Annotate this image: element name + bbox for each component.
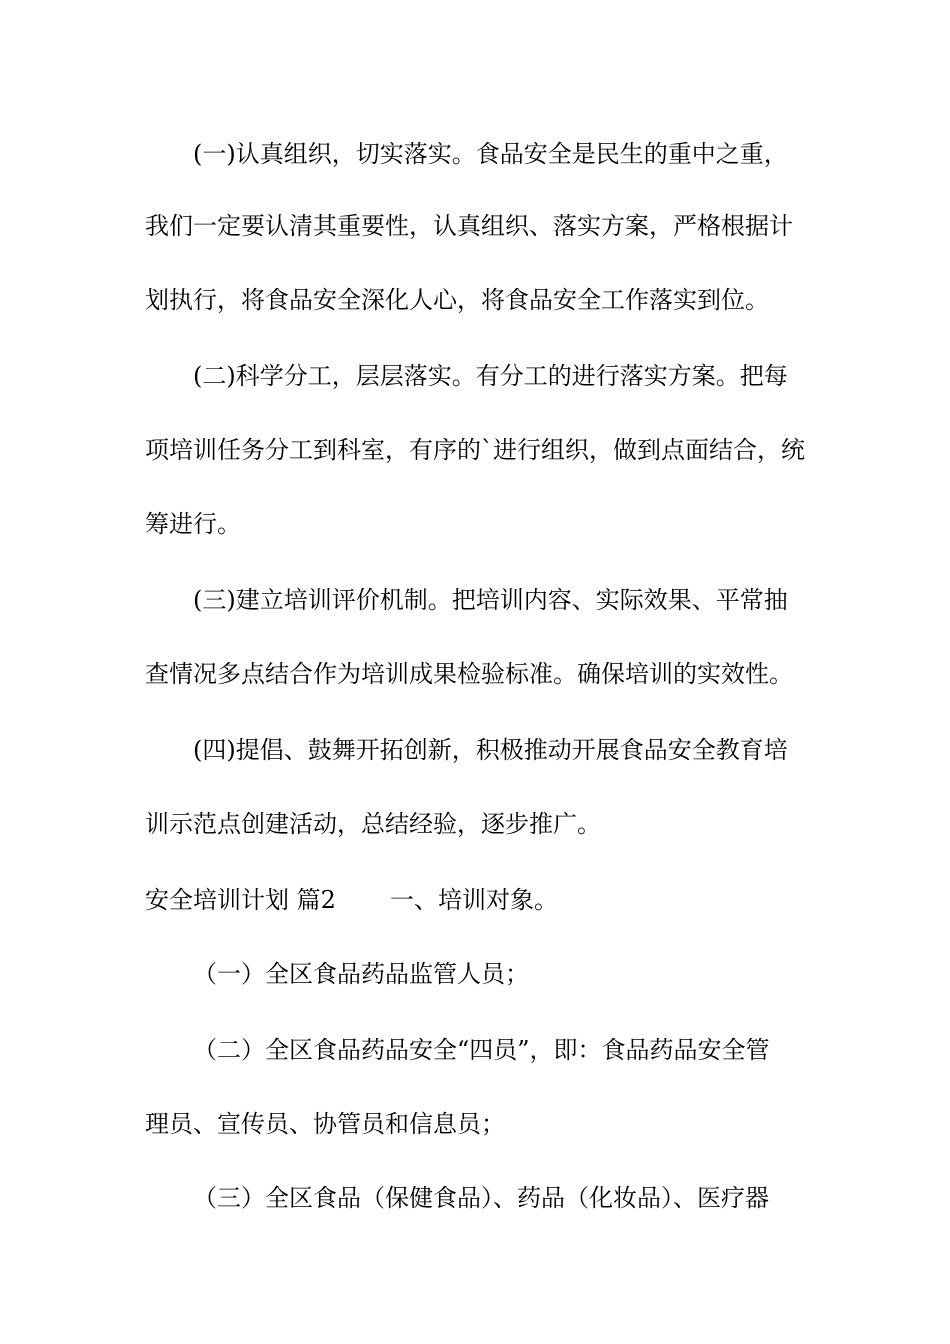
paragraph-3-line-1: (三)建立培训评价机制。把培训内容、实际效果、平常抽 [193,586,788,614]
paragraph-2-line-3: 筹进行。 [145,510,241,538]
list-item-2-line-2: 理员、宣传员、协管员和信息员； [145,1110,505,1138]
paragraph-3-line-2: 查情况多点结合作为培训成果检验标准。确保培训的实效性。 [145,660,793,688]
paragraph-4-line-2: 训示范点创建活动，总结经验，逐步推广。 [145,810,601,838]
paragraph-2-line-1: (二)科学分工，层层落实。有分工的进行落实方案。把每 [193,362,788,390]
section-title: 安全培训计划 篇2 [145,886,336,914]
list-item-1: （一）全区食品药品监管人员； [193,960,529,988]
paragraph-1-line-1: (一)认真组织，切实落实。食品安全是民生的重中之重， [193,140,788,168]
section-first-item: 一、培训对象。 [390,886,558,914]
paragraph-1-line-3: 划执行，将食品安全深化人心，将食品安全工作落实到位。 [145,286,769,314]
paragraph-1-line-2: 我们一定要认清其重要性，认真组织、落实方案，严格根据计 [145,212,793,240]
list-item-3-line-1: （三）全区食品（保健食品）、药品（化妆品）、医疗器 [193,1184,769,1212]
list-item-2-line-1: （二）全区食品药品安全“四员”，即：食品药品安全管 [193,1036,770,1064]
paragraph-4-line-1: (四)提倡、鼓舞开拓创新，积极推动开展食品安全教育培 [193,736,788,764]
paragraph-2-line-2: 项培训任务分工到科室，有序的`进行组织，做到点面结合，统 [145,436,805,464]
section-heading [145,884,805,916]
